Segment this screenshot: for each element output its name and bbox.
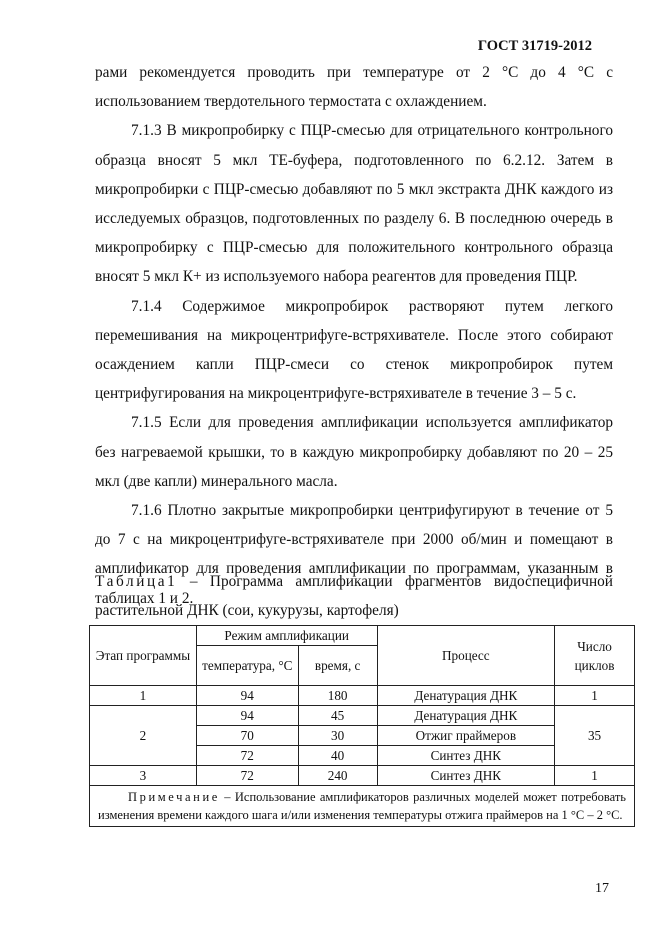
cell-cycles: 35 — [555, 706, 635, 766]
cell-time: 240 — [298, 766, 377, 786]
note-text: – Использование амплификаторов различных моделей может потребовать изменения времени каждого шага и/или изменения температуры отжига праймеров на 1 °С – 2 °С. — [98, 790, 626, 822]
cell-time: 180 — [298, 686, 377, 706]
cell-temperature: 72 — [196, 746, 298, 766]
table-header-row — [90, 626, 635, 646]
cell-temperature: 72 — [196, 766, 298, 786]
table-row — [90, 766, 635, 786]
paragraph-continuation: рами рекомендуется проводить при температуре от 2 °С до 4 °С с использованием твердотельного термостата с охлаждением. — [95, 64, 613, 111]
cell-cycles: 1 — [555, 686, 635, 706]
table-caption — [95, 567, 613, 625]
cell-stage: 1 — [90, 686, 197, 706]
table-caption-text: – Программа амплификации фрагментов видоспецифичной растительной ДНК (сои, кукурузы, картофеля) — [95, 573, 613, 619]
cell-process: Синтез ДНК — [377, 746, 555, 766]
cell-process: Денатурация ДНК — [377, 706, 555, 726]
amplification-program-table — [89, 625, 635, 827]
table-caption-label: Таблица1 — [95, 573, 178, 590]
paragraph-7-1-4: 7.1.4 Содержимое микропробирок растворяют путем легкого перемешивания на микроцентрифуге-встряхивателе. После этого собирают осаждением капли ПЦР-смеси со стенок микропробирок путем центрифугирования на микроцентрифуге-встряхивателе в течение 3 – 5 с. — [95, 297, 613, 403]
header-process: Процесс — [377, 626, 555, 686]
cell-time: 45 — [298, 706, 377, 726]
cell-temperature: 70 — [196, 726, 298, 746]
document-header: ГОСТ 31719-2012 — [477, 38, 592, 54]
body-text — [95, 58, 613, 613]
table-note — [90, 786, 635, 827]
table-row — [90, 706, 635, 726]
cell-process: Отжиг праймеров — [377, 726, 555, 746]
cell-time: 30 — [298, 726, 377, 746]
header-stage: Этап программы — [90, 626, 197, 686]
table-note-row — [90, 786, 635, 827]
cell-temperature: 94 — [196, 706, 298, 726]
header-temperature: температура, °С — [196, 646, 298, 686]
cell-time: 40 — [298, 746, 377, 766]
note-label: Примечание — [128, 790, 220, 804]
page-number: 17 — [595, 881, 609, 896]
header-time: время, с — [298, 646, 377, 686]
header-cycles: Число циклов — [555, 626, 635, 686]
cell-process: Денатурация ДНК — [377, 686, 555, 706]
header-mode: Режим амплификации — [196, 626, 377, 646]
paragraph-7-1-6: 7.1.6 Плотно закрытые микропробирки центрифугируют в течение от 5 до 7 с на микроцентрифуге-встряхивателе при 2000 об/мин и помещают в амплификатор для проведения амплификации по программам, указанным в таблицах 1 и 2. — [95, 502, 613, 607]
cell-stage: 2 — [90, 706, 197, 766]
cell-cycles: 1 — [555, 766, 635, 786]
cell-stage: 3 — [90, 766, 197, 786]
paragraph-7-1-3: 7.1.3 В микропробирку с ПЦР-смесью для отрицательного контрольного образца вносят 5 мкл ТЕ-буфера, подготовленного по 6.2.12. Затем в микропробирки с ПЦР-смесью добавляют по 5 мкл экстракта ДНК каждого из исследуемых образцов, подготовленных по разделу 6. В последнюю очередь в микропробирку с ПЦР-смесью для положительного контрольного образца вносят 5 мкл К+ из используемого набора реагентов для проведения ПЦР. — [95, 122, 613, 286]
cell-temperature: 94 — [196, 686, 298, 706]
paragraph-7-1-5: 7.1.5 Если для проведения амплификации используется амплификатор без нагреваемой крышки, то в каждую микропробирку добавляют по 20 – 25 мкл (две капли) минерального масла. — [95, 414, 613, 490]
table-row — [90, 686, 635, 706]
cell-process: Синтез ДНК — [377, 766, 555, 786]
